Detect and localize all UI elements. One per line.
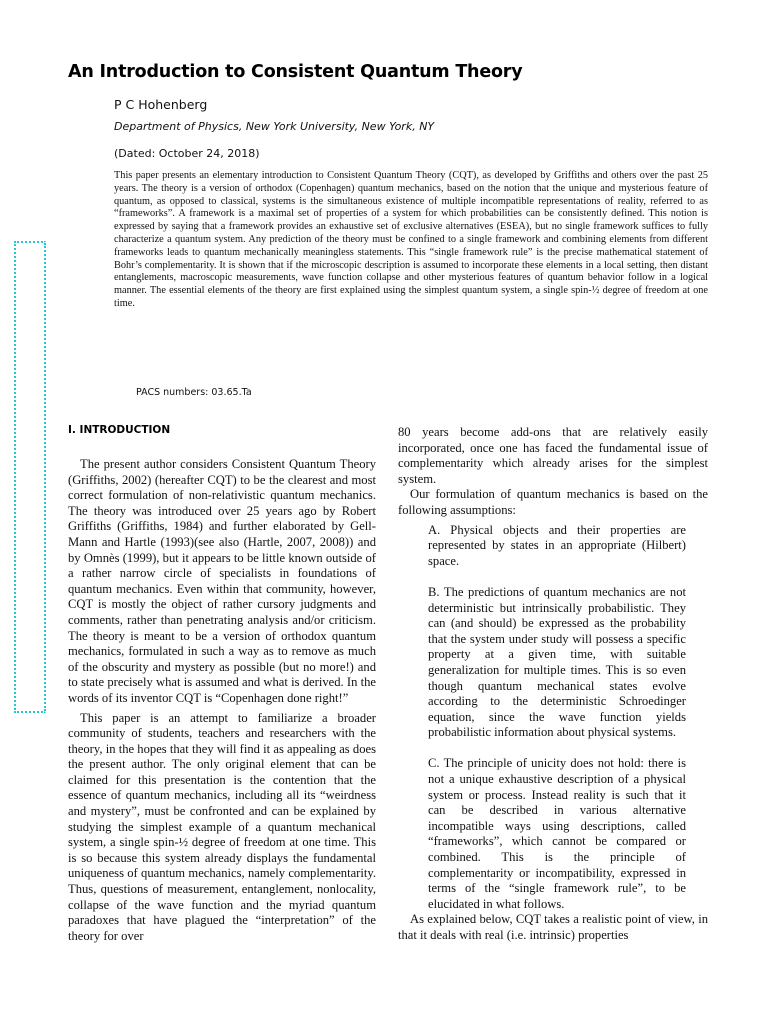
right-paragraph-realistic: As explained below, CQT takes a realistic point of view, in that it deals with real (i.e. intrinsic) properties — [398, 912, 708, 942]
paper-affiliation: Department of Physics, New York University, New York, NY — [114, 120, 435, 133]
paper-title: An Introduction to Consistent Quantum Theory — [68, 62, 523, 82]
intro-paragraph-2: This paper is an attempt to familiarize a broader community of students, teachers and researchers with the theory, in the hopes that they will find it as appealing as does the present author. The only original element that can be claimed for this presentation is the contention that the essence of quantum mechanics, including all its “weirdness and mystery”, must be confronted and can be explained by studying the simplest example of a quantum mechanical system, a single spin-½ degree of freedom at one time. This is so because this system already displays the fundamental uniqueness of quantum mechanics, namely complementarity. Thus, questions of measurement, entanglement, nonlocality, collapse of the wave function and the myriad quantum paradoxes that have plagued the “interpretation” of the theory for over — [68, 710, 376, 943]
left-column — [68, 457, 376, 944]
paper-abstract: This paper presents an elementary introduction to Consistent Quantum Theory (CQT), as developed by Griffiths and others over the past 25 years. The theory is a version of orthodox (Copenhagen) quantum mechanics, based on the notion that the unique and mysterious feature of quantum, as opposed to classical, systems is the simultaneous existence of multiple incompatible representations of reality, referred to as “frameworks”. A framework is a maximal set of properties of a system for which probabilities can be consistently defined. This notion is expressed by saying that a framework provides an exhaustive set of exclusive alternatives (ESEA), but no single framework suffices to fully characterize a quantum system. Any prediction of the theory must be confined to a single framework and combining elements from different frameworks leads to quantum mechanically meaningless statements. This “single framework rule” is the precise mathematical statement of Bohr’s complementarity. It is shown that if the microscopic description is assumed to incorporate these elements in a local setting, then distant entanglements, macroscopic measurements, wave function collapse and other mysterious features of quantum behavior follow in a logical manner. The essential elements of the theory are first explained using the simplest quantum system, a single spin-½ degree of freedom at one time. — [114, 170, 708, 309]
section-heading-introduction: I. INTRODUCTION — [68, 424, 171, 436]
assumption-a: A. Physical objects and their properties are represented by states in an appropriate (Hilbert) space. — [428, 522, 686, 568]
assumption-c: C. The principle of unicity does not hold: there is not a unique exhaustive description of a physical system or process. Instead reality is such that it can be described in various alternative incompatible ways using descriptions, called “frameworks”, which cannot be compared or combined. This is the principle of complementarity or incompatibility, expressed in terms of the “single framework rule”, to be elucidated in what follows. — [428, 756, 686, 911]
assumption-b: B. The predictions of quantum mechanics are not deterministic but intrinsically probabilistic. They can (and should) be expressed as the probability that the system under study will possess a specific property at a given time, with suitable generalization for multiple times. This is so even though quantum mechanical states evolve according to the deterministic Schroedinger equation, since the wave function yields probabilistic information about physical systems. — [428, 584, 686, 740]
paper-dated: (Dated: October 24, 2018) — [114, 147, 260, 160]
margin-annotation-marker — [14, 241, 46, 713]
paper-author: P C Hohenberg — [114, 97, 208, 112]
pacs-numbers: PACS numbers: 03.65.Ta — [136, 387, 252, 398]
intro-paragraph-1: The present author considers Consistent Quantum Theory (Griffiths, 2002) (hereafter CQT) to be the clearest and most correct formulation of non-relativistic quantum mechanics. The theory was introduced over 25 years ago by Robert Griffiths (Griffiths, 1984) and further elaborated by Gell-Mann and Hartle (1993)(see also (Hartle, 2007, 2008)) and by Omnès (1999), but it appears to be little known outside of a rather narrow circle of specialists in foundations of quantum mechanics. Even within that community, however, CQT is mostly the object of rather cursory judgments and comments, rather than penetrating analysis and/or criticism. The theory is meant to be a version of orthodox quantum mechanics, formulated in such a way as to remove as much of the obscurity and mystery as possible (but no more!) and to state precisely what is assumed and what is derived. In the words of its inventor CQT is “Copenhagen done right!” — [68, 457, 376, 705]
right-column — [398, 425, 708, 944]
right-paragraph-assumptions-intro: Our formulation of quantum mechanics is based on the following assumptions: — [398, 487, 708, 517]
right-paragraph-continuation: 80 years become add-ons that are relatively easily incorporated, once one has faced the fundamental issue of complementarity which already arises for the simplest system. — [398, 425, 708, 486]
